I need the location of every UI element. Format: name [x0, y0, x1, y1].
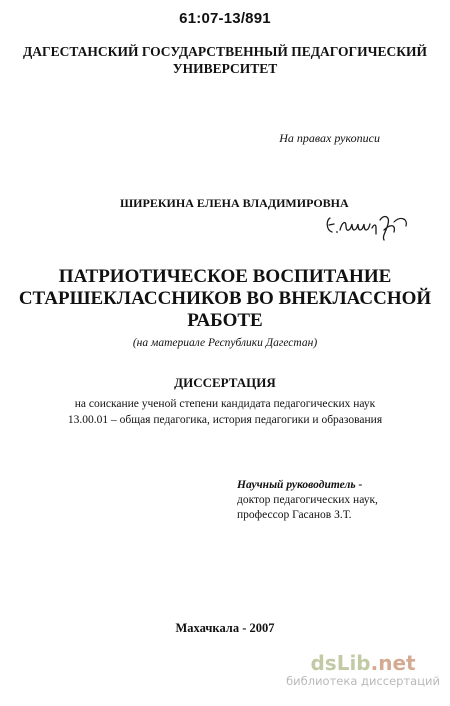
watermark	[286, 652, 440, 688]
title-line-2: СТАРШЕКЛАССНИКОВ ВО ВНЕКЛАССНОЙ	[18, 288, 432, 309]
supervisor-line-1: доктор педагогических наук,	[237, 494, 378, 506]
university-name	[0, 43, 450, 77]
degree-line-2: 13.00.01 – общая педагогика, история педагогики и образования	[67, 414, 383, 426]
watermark-domain: .net	[370, 651, 416, 675]
watermark-tagline: библиотека диссертаций	[286, 674, 440, 688]
degree-line-1: на соискание ученой степени кандидата педагогических наук	[74, 398, 376, 410]
catalog-number: 61:07-13/891	[179, 10, 271, 27]
watermark-logo	[286, 652, 440, 674]
document-type: ДИССЕРТАЦИЯ	[174, 375, 276, 390]
university-line-2: УНИВЕРСИТЕТ	[172, 61, 278, 76]
manuscript-note: На правах рукописи	[279, 131, 380, 145]
handwritten-signature	[324, 210, 414, 244]
title-line-3: РАБОТЕ	[187, 310, 263, 331]
dissertation-subtitle: (на материале Республики Дагестан)	[132, 337, 318, 349]
city-year: Махачкала - 2007	[175, 621, 275, 635]
degree-info	[0, 396, 450, 428]
supervisor-line-2: профессор Гасанов З.Т.	[237, 509, 352, 521]
supervisor-block	[237, 478, 378, 523]
title-line-1: ПАТРИОТИЧЕСКОЕ ВОСПИТАНИЕ	[58, 266, 392, 287]
supervisor-role: Научный руководитель -	[237, 479, 363, 491]
watermark-brand: dsLib	[310, 651, 371, 675]
author-name: ШИРЕКИНА ЕЛЕНА ВЛАДИМИРОВНА	[120, 196, 349, 210]
university-line-1: ДАГЕСТАНСКИЙ ГОСУДАРСТВЕННЫЙ ПЕДАГОГИЧЕСКИЙ	[22, 44, 428, 59]
dissertation-title	[0, 266, 450, 332]
